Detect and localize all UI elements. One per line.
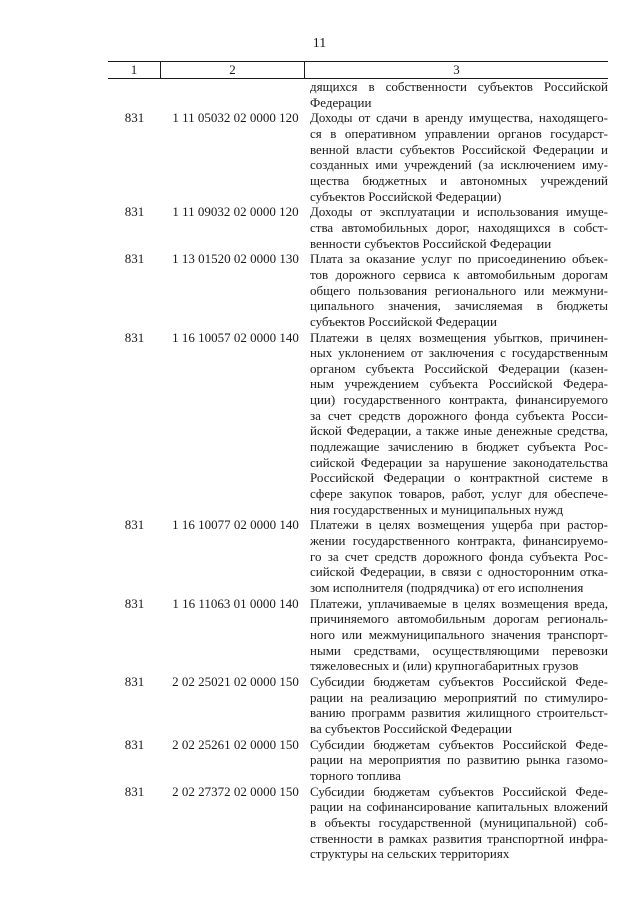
description-line: органом субъекта Российской Федерации (казен- xyxy=(310,360,608,376)
page-number: 11 xyxy=(312,36,327,51)
description-line: ва субъектов Российской Федерации xyxy=(310,720,512,736)
description-line: Федерации xyxy=(310,94,372,110)
table-row xyxy=(108,674,608,737)
income-code-cell: 1 16 11063 01 0000 140 xyxy=(172,595,299,611)
admin-code-cell: 831 xyxy=(124,783,145,799)
description-line: структуры на сельских территориях xyxy=(310,846,510,862)
description-line: ного или межмуниципального значения транспорт- xyxy=(310,626,608,642)
description-line: зом исполнителя (подрядчика) от его исполнения xyxy=(310,580,584,595)
description-line: Доходы от эксплуатации и использования имуще- xyxy=(310,204,608,220)
admin-code-cell: 831 xyxy=(124,329,145,345)
description-line: ципального значения, зачисляемая в бюджеты xyxy=(310,298,608,314)
description-line: за счет средств дорожного фонда субъекта Росси- xyxy=(310,407,608,423)
description-line: щества бюджетных и автономных учреждений xyxy=(310,172,608,188)
admin-code-cell: 831 xyxy=(124,673,145,689)
description-line: Субсидии бюджетам субъектов Российской Феде- xyxy=(310,736,608,752)
income-code-cell: 1 13 01520 02 0000 130 xyxy=(172,251,299,267)
description-cell xyxy=(310,110,608,204)
description-cell xyxy=(310,330,608,518)
description-line: йской Федерации, а также иные денежные средства, xyxy=(310,423,608,439)
description-line: сийской Федерации за нарушение законодательства xyxy=(310,454,608,470)
description-line: ных уклонением от заключения с государственным xyxy=(310,345,608,361)
description-line: дящихся в собственности субъектов Российской xyxy=(310,79,608,94)
header-col-2: 2 xyxy=(161,62,305,78)
header-col-3: 3 xyxy=(453,62,460,77)
description-line: ся в оперативном управлении органов государст- xyxy=(310,125,608,141)
description-line: венности субъектов Российской Федерации xyxy=(310,235,552,251)
description-line: ственности в рамках развития транспортной инфра- xyxy=(310,830,608,846)
income-code-cell: 1 11 05032 02 0000 120 xyxy=(172,110,299,126)
description-line: торного топлива xyxy=(310,767,401,783)
description-line: го за счет средств дорожного фонда субъекта Рос- xyxy=(310,548,608,564)
description-line: Платежи в целях возмещения убытков, причинен- xyxy=(310,329,608,345)
description-line: в объекты государственной (муниципальной) соб- xyxy=(310,814,608,830)
description-cell xyxy=(310,251,608,329)
header-col-1: 1 xyxy=(108,62,161,78)
description-cell xyxy=(310,737,608,784)
description-line: ции) государственного контракта, финансируемого xyxy=(310,392,608,408)
table-row xyxy=(108,251,608,329)
table-row xyxy=(108,330,608,518)
description-line: созданных ими учреждений (за исключением иму- xyxy=(310,157,608,173)
description-line: рации на реализацию мероприятий по стимулиро- xyxy=(310,689,608,705)
admin-code-cell: 831 xyxy=(124,110,145,126)
table-body xyxy=(108,79,608,862)
description-line: субъектов Российской Федерации xyxy=(310,313,497,329)
description-line: рации на мероприятия по развитию рынка газомо- xyxy=(310,752,608,768)
description-line: ванию программ развития жилищного строительст- xyxy=(310,705,608,721)
admin-code-cell: 831 xyxy=(124,736,145,752)
description-cell xyxy=(310,204,608,251)
description-line: Платежи в целях возмещения ущерба при растор- xyxy=(310,517,608,533)
description-line: общего пользования регионального или межмуни- xyxy=(310,282,608,298)
description-line: Субсидии бюджетам субъектов Российской Феде- xyxy=(310,673,608,689)
admin-code-cell: 831 xyxy=(124,251,145,267)
description-line: рации на софинансирование капитальных вложений xyxy=(310,799,608,815)
table-row xyxy=(108,110,608,204)
description-line: ния государственных и муниципальных нужд xyxy=(310,501,564,517)
description-line: Субсидии бюджетам субъектов Российской Феде- xyxy=(310,783,608,799)
income-code-cell: 2 02 25261 02 0000 150 xyxy=(172,736,299,752)
description-line: причиняемого автомобильным дорогам региональ- xyxy=(310,611,608,627)
income-code-cell: 1 16 10077 02 0000 140 xyxy=(172,517,299,533)
description-line: Плата за оказание услуг по присоединению объек- xyxy=(310,251,608,267)
admin-code-cell: 831 xyxy=(124,204,145,220)
description-line: Доходы от сдачи в аренду имущества, находящего- xyxy=(310,110,608,126)
admin-code-cell: 831 xyxy=(124,517,145,533)
income-code-cell: 2 02 27372 02 0000 150 xyxy=(172,783,299,799)
description-line: жении государственного контракта, финансируемо- xyxy=(310,533,608,549)
description-line: Платежи, уплачиваемые в целях возмещения вреда, xyxy=(310,595,608,611)
table-row xyxy=(108,517,608,595)
description-line: сфере закупок товаров, работ, услуг для обеспече- xyxy=(310,486,608,502)
description-cell xyxy=(310,596,608,674)
description-line: тяжеловесных и (или) крупногабаритных грузов xyxy=(310,658,579,674)
income-code-cell: 1 11 09032 02 0000 120 xyxy=(172,204,299,220)
description-line: ным учреждением субъекта Российской Федера- xyxy=(310,376,608,392)
income-code-cell: 1 16 10057 02 0000 140 xyxy=(172,329,299,345)
description-cell xyxy=(310,517,608,595)
table-header xyxy=(108,61,608,79)
description-line: субъектов Российской Федерации) xyxy=(310,188,502,204)
description-line: Российской Федерации о контрактной системе в xyxy=(310,470,608,486)
description-line: сийской Федерации, в связи с односторонним отка- xyxy=(310,564,608,580)
income-code-cell: 2 02 25021 02 0000 150 xyxy=(172,673,299,689)
description-cell xyxy=(310,784,608,862)
description-line: подлежащие зачислению в бюджет субъекта Рос- xyxy=(310,439,608,455)
description-line: ными средствами, осуществляющими перевозки xyxy=(310,642,608,658)
admin-code-cell: 831 xyxy=(124,595,145,611)
table-row xyxy=(108,737,608,784)
description-line: тов дорожного сервиса к автомобильным дорогам xyxy=(310,266,608,282)
table-row xyxy=(108,79,608,110)
description-line: венной власти субъектов Российской Федерации и xyxy=(310,141,608,157)
table-row xyxy=(108,784,608,862)
table-row xyxy=(108,204,608,251)
table-row xyxy=(108,596,608,674)
description-cell xyxy=(310,674,608,737)
description-line: ства автомобильных дорог, находящихся в собст- xyxy=(310,219,608,235)
description-cell xyxy=(310,79,608,110)
